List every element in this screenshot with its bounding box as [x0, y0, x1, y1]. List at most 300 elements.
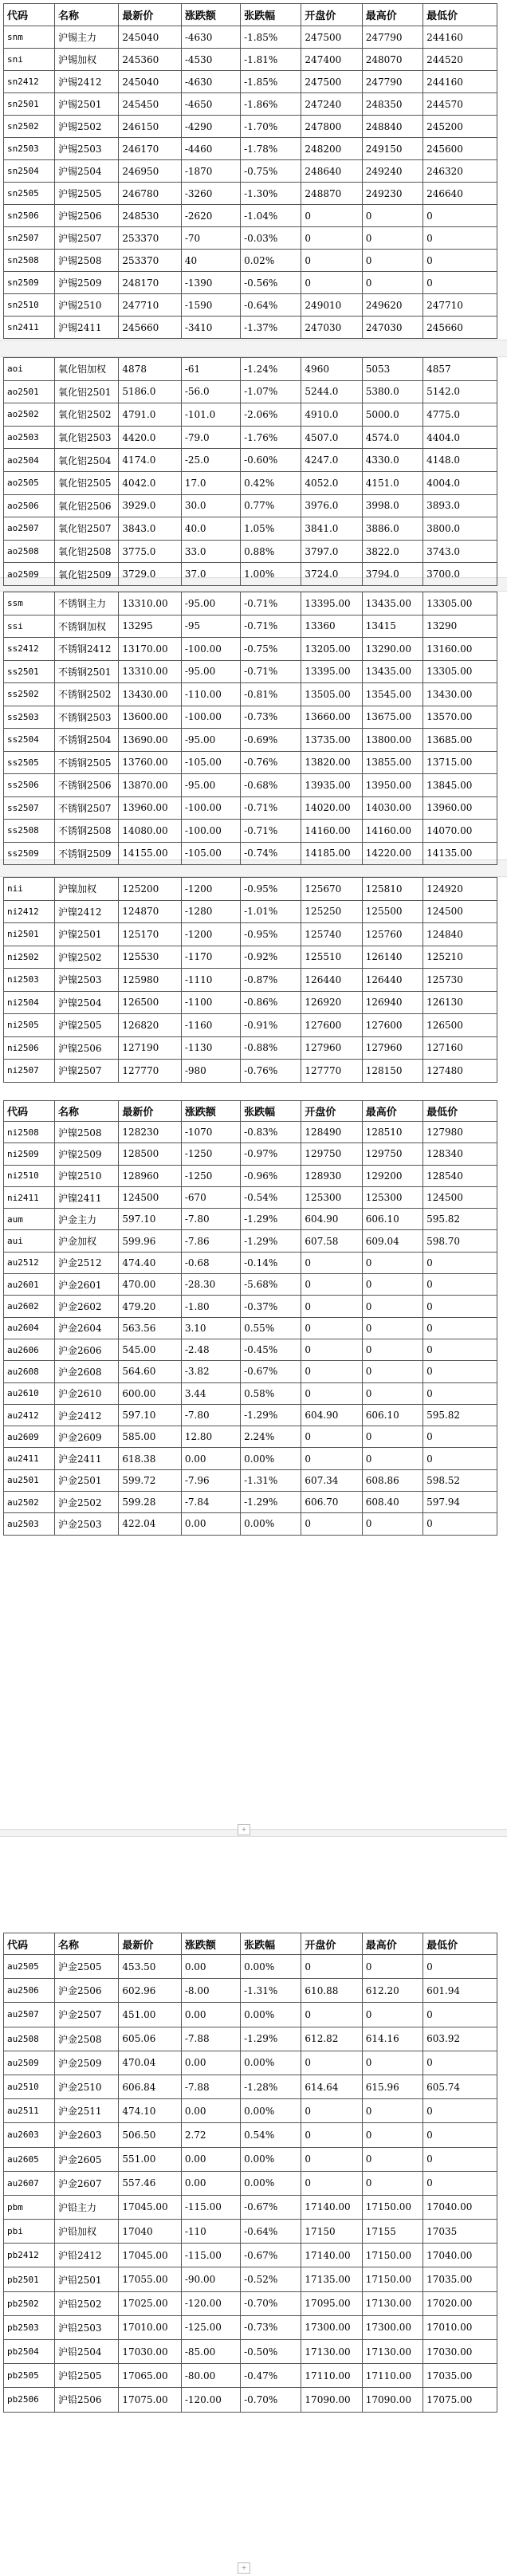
value-cell: 248350 — [362, 93, 422, 116]
value-cell: 126820 — [119, 1014, 181, 1037]
value-cell: 248070 — [362, 49, 422, 71]
table-row — [4, 729, 497, 752]
contract-code-cell: au2506 — [4, 1979, 55, 2003]
value-cell: -85.00 — [181, 2340, 240, 2364]
value-cell: 0 — [423, 272, 497, 294]
value-cell: 13295 — [119, 615, 181, 638]
value-cell: 40.0 — [181, 517, 240, 541]
value-cell: 0.00 — [181, 2003, 240, 2027]
value-cell: 479.20 — [119, 1296, 181, 1317]
value-cell: 4004.0 — [423, 471, 497, 494]
value-cell: 0 — [362, 250, 422, 272]
contract-code-cell: au2502 — [4, 1492, 55, 1513]
value-cell: -1.37% — [241, 317, 301, 339]
value-cell: 0 — [423, 1448, 497, 1469]
value-cell: 3794.0 — [362, 563, 422, 586]
value-cell: 563.56 — [119, 1317, 181, 1339]
value-cell: 245660 — [119, 317, 181, 339]
contract-code-cell: au2608 — [4, 1361, 55, 1382]
contract-name-cell: 沪锡2502 — [54, 116, 118, 138]
value-cell: -2.06% — [241, 403, 301, 427]
value-cell: 601.94 — [423, 1979, 497, 2003]
value-cell: 3800.0 — [423, 517, 497, 541]
value-cell: 13935.00 — [301, 774, 362, 797]
value-cell: 0 — [423, 227, 497, 250]
value-cell: 470.00 — [119, 1274, 181, 1296]
contract-code-cell: au2605 — [4, 2147, 55, 2171]
value-cell: 128960 — [119, 1165, 181, 1186]
contract-code-cell: ao2501 — [4, 380, 55, 403]
value-cell: 13570.00 — [423, 706, 497, 729]
value-cell: -1.07% — [241, 380, 301, 403]
value-cell: 13435.00 — [362, 592, 422, 615]
contract-code-cell: snm — [4, 26, 55, 49]
value-cell: 3724.0 — [301, 563, 362, 586]
value-cell: 129200 — [362, 1165, 422, 1186]
value-cell: 124840 — [423, 923, 497, 946]
value-cell: 129750 — [301, 1143, 362, 1165]
value-cell: 247790 — [362, 26, 422, 49]
value-cell: 0 — [301, 2051, 362, 2075]
contract-code-cell: au2606 — [4, 1339, 55, 1360]
contract-code-cell: ni2411 — [4, 1186, 55, 1208]
value-cell: -125.00 — [181, 2315, 240, 2339]
value-cell: 599.72 — [119, 1469, 181, 1491]
value-cell: 128150 — [362, 1060, 422, 1083]
value-cell: -95.00 — [181, 592, 240, 615]
value-cell: -90.00 — [181, 2267, 240, 2291]
value-cell: 128230 — [119, 1122, 181, 1143]
value-cell: 125530 — [119, 946, 181, 969]
contract-code-cell: sn2507 — [4, 227, 55, 250]
contract-name-cell: 沪镍2509 — [54, 1143, 118, 1165]
value-cell: -1.29% — [241, 1492, 301, 1513]
contract-name-cell: 沪金2607 — [54, 2171, 118, 2195]
quote-table — [3, 877, 497, 1083]
value-cell: 0.00 — [181, 1513, 240, 1535]
table-row — [4, 1513, 497, 1535]
value-cell: -1.24% — [241, 358, 301, 381]
value-cell: 0.00 — [181, 2051, 240, 2075]
table-row — [4, 1209, 497, 1230]
value-cell: 0 — [301, 1274, 362, 1296]
value-cell: 124500 — [423, 1186, 497, 1208]
value-cell: -0.71% — [241, 796, 301, 820]
value-cell: 3797.0 — [301, 540, 362, 563]
value-cell: 17130.00 — [362, 2340, 422, 2364]
contract-name-cell: 沪镍2412 — [54, 900, 118, 923]
value-cell: 600.00 — [119, 1382, 181, 1404]
value-cell: -0.64% — [241, 2220, 301, 2244]
value-cell: 247710 — [423, 294, 497, 317]
value-cell: 248840 — [362, 116, 422, 138]
table-row — [4, 93, 497, 116]
value-cell: 602.96 — [119, 1979, 181, 2003]
contract-name-cell: 沪锡加权 — [54, 49, 118, 71]
contract-code-cell: pb2503 — [4, 2315, 55, 2339]
value-cell: 13505.00 — [301, 683, 362, 706]
value-cell: 4151.0 — [362, 471, 422, 494]
value-cell: 127770 — [301, 1060, 362, 1083]
value-cell: 17130.00 — [301, 2340, 362, 2364]
table-row — [4, 449, 497, 472]
value-cell: 606.70 — [301, 1492, 362, 1513]
value-cell: 17090.00 — [301, 2388, 362, 2412]
value-cell: -100.00 — [181, 796, 240, 820]
value-cell: 125510 — [301, 946, 362, 969]
value-cell: 128500 — [119, 1143, 181, 1165]
value-cell: 422.04 — [119, 1513, 181, 1535]
value-cell: 17035 — [423, 2220, 497, 2244]
value-cell: 0 — [423, 2003, 497, 2027]
value-cell: 127960 — [362, 1036, 422, 1060]
value-cell: -1390 — [181, 272, 240, 294]
value-cell: -4530 — [181, 49, 240, 71]
column-header: 开盘价 — [301, 1101, 362, 1122]
value-cell: -1.81% — [241, 49, 301, 71]
table-row — [4, 751, 497, 774]
value-cell: 0 — [423, 2051, 497, 2075]
value-cell: 0 — [423, 1339, 497, 1360]
contract-name-cell: 氧化铝2506 — [54, 494, 118, 517]
column-header: 名称 — [54, 1933, 118, 1955]
table-row — [4, 1274, 497, 1296]
value-cell: 246320 — [423, 160, 497, 183]
contract-code-cell: pb2412 — [4, 2244, 55, 2267]
value-cell: -1250 — [181, 1165, 240, 1186]
value-cell: 127600 — [362, 1014, 422, 1037]
table-row — [4, 317, 497, 339]
contract-name-cell: 沪锡2504 — [54, 160, 118, 183]
value-cell: -1.31% — [241, 1979, 301, 2003]
value-cell: 614.16 — [362, 2027, 422, 2051]
value-cell: -0.67% — [241, 1361, 301, 1382]
value-cell: 0 — [423, 1426, 497, 1448]
value-cell: 451.00 — [119, 2003, 181, 2027]
contract-name-cell: 沪金2608 — [54, 1361, 118, 1382]
value-cell: 13205.00 — [301, 638, 362, 661]
value-cell: -4460 — [181, 138, 240, 160]
value-cell: 0 — [362, 1382, 422, 1404]
value-cell: -1590 — [181, 294, 240, 317]
table-header-row — [4, 1933, 497, 1955]
value-cell: 17135.00 — [301, 2267, 362, 2291]
table-row — [4, 820, 497, 843]
value-cell: -115.00 — [181, 2244, 240, 2267]
value-cell: 3700.0 — [423, 563, 497, 586]
contract-code-cell: ss2507 — [4, 796, 55, 820]
value-cell: 1.05% — [241, 517, 301, 541]
value-cell: 0 — [362, 2003, 422, 2027]
contract-name-cell: 沪锡2508 — [54, 250, 118, 272]
table-row — [4, 205, 497, 227]
value-cell: -0.67% — [241, 2244, 301, 2267]
contract-name-cell: 沪金2609 — [54, 1426, 118, 1448]
value-cell: 5142.0 — [423, 380, 497, 403]
value-cell: 3841.0 — [301, 517, 362, 541]
contract-name-cell: 氧化铝2505 — [54, 471, 118, 494]
quote-table — [3, 1933, 497, 2413]
value-cell: 13430.00 — [119, 683, 181, 706]
contract-code-cell: ao2508 — [4, 540, 55, 563]
value-cell: 249150 — [362, 138, 422, 160]
value-cell: 0.42% — [241, 471, 301, 494]
value-cell: 0.02% — [241, 250, 301, 272]
value-cell: 253370 — [119, 227, 181, 250]
contract-code-cell: aui — [4, 1230, 55, 1252]
value-cell: 599.96 — [119, 1230, 181, 1252]
value-cell: -0.50% — [241, 2340, 301, 2364]
quote-table — [3, 592, 497, 865]
contract-name-cell: 沪锡2503 — [54, 138, 118, 160]
value-cell: 0.00% — [241, 1513, 301, 1535]
value-cell: 17045.00 — [119, 2195, 181, 2219]
value-cell: 612.20 — [362, 1979, 422, 2003]
value-cell: -0.56% — [241, 272, 301, 294]
value-cell: 0.00% — [241, 2171, 301, 2195]
contract-code-cell: pb2501 — [4, 2267, 55, 2291]
value-cell: -980 — [181, 1060, 240, 1083]
value-cell: 585.00 — [119, 1426, 181, 1448]
value-cell: 17040.00 — [423, 2244, 497, 2267]
contract-name-cell: 沪金2610 — [54, 1382, 118, 1404]
value-cell: -95.00 — [181, 774, 240, 797]
value-cell: -1.70% — [241, 116, 301, 138]
value-cell: 0 — [301, 250, 362, 272]
table-row — [4, 1122, 497, 1143]
contract-name-cell: 沪金2502 — [54, 1492, 118, 1513]
value-cell: 13870.00 — [119, 774, 181, 797]
value-cell: 14020.00 — [301, 796, 362, 820]
value-cell: 128510 — [362, 1122, 422, 1143]
value-cell: -79.0 — [181, 426, 240, 449]
column-header: 张跌幅 — [241, 1101, 301, 1122]
value-cell: -7.88 — [181, 2075, 240, 2098]
value-cell: -0.52% — [241, 2267, 301, 2291]
table-row — [4, 71, 497, 93]
value-cell: 249010 — [301, 294, 362, 317]
value-cell: 13395.00 — [301, 660, 362, 683]
value-cell: 4910.0 — [301, 403, 362, 427]
value-cell: 0 — [423, 1252, 497, 1273]
value-cell: 13660.00 — [301, 706, 362, 729]
table-row — [4, 683, 497, 706]
value-cell: 0.55% — [241, 1317, 301, 1339]
value-cell: 551.00 — [119, 2147, 181, 2171]
value-cell: -0.95% — [241, 923, 301, 946]
value-cell: 0 — [362, 1361, 422, 1382]
value-cell: -105.00 — [181, 842, 240, 865]
value-cell: 4420.0 — [119, 426, 181, 449]
contract-name-cell: 不锈钢2501 — [54, 660, 118, 683]
contract-code-cell: ss2412 — [4, 638, 55, 661]
contract-code-cell: pb2506 — [4, 2388, 55, 2412]
value-cell: 0 — [423, 205, 497, 227]
contract-code-cell: au2604 — [4, 1317, 55, 1339]
value-cell: -1.01% — [241, 900, 301, 923]
contract-code-cell: ss2508 — [4, 820, 55, 843]
value-cell: 0.00 — [181, 1448, 240, 1469]
value-cell: 245450 — [119, 93, 181, 116]
value-cell: -0.74% — [241, 842, 301, 865]
value-cell: 127960 — [301, 1036, 362, 1060]
value-cell: 13845.00 — [423, 774, 497, 797]
contract-name-cell: 沪金2505 — [54, 1955, 118, 1979]
value-cell: 128490 — [301, 1122, 362, 1143]
contract-name-cell: 沪镍2507 — [54, 1060, 118, 1083]
contract-code-cell: ss2504 — [4, 729, 55, 752]
value-cell: 244160 — [423, 71, 497, 93]
value-cell: 247710 — [119, 294, 181, 317]
value-cell: 4878 — [119, 358, 181, 381]
contract-name-cell: 沪锡2507 — [54, 227, 118, 250]
page-gap — [0, 340, 507, 357]
table-row — [4, 1186, 497, 1208]
contract-code-cell: pb2504 — [4, 2340, 55, 2364]
value-cell: 0 — [362, 2147, 422, 2171]
value-cell: 247400 — [301, 49, 362, 71]
value-cell: 598.70 — [423, 1230, 497, 1252]
value-cell: -0.75% — [241, 638, 301, 661]
value-cell: -1160 — [181, 1014, 240, 1037]
value-cell: -0.71% — [241, 615, 301, 638]
contract-code-cell: sn2503 — [4, 138, 55, 160]
value-cell: 13600.00 — [119, 706, 181, 729]
table-row — [4, 1469, 497, 1491]
value-cell: 244520 — [423, 49, 497, 71]
table-row — [4, 2267, 497, 2291]
value-cell: 4247.0 — [301, 449, 362, 472]
value-cell: 3893.0 — [423, 494, 497, 517]
table-row — [4, 2195, 497, 2219]
value-cell: 5244.0 — [301, 380, 362, 403]
value-cell: 599.28 — [119, 1492, 181, 1513]
value-cell: -0.73% — [241, 2315, 301, 2339]
value-cell: 0 — [362, 205, 422, 227]
table-row — [4, 2220, 497, 2244]
value-cell: -1130 — [181, 1036, 240, 1060]
value-cell: 244160 — [423, 26, 497, 49]
value-cell: 0 — [301, 1426, 362, 1448]
value-cell: 17075.00 — [119, 2388, 181, 2412]
value-cell: 4148.0 — [423, 449, 497, 472]
value-cell: 245600 — [423, 138, 497, 160]
contract-code-cell: ss2501 — [4, 660, 55, 683]
contract-name-cell: 沪铅2501 — [54, 2267, 118, 2291]
value-cell: 248170 — [119, 272, 181, 294]
value-cell: 0 — [301, 1296, 362, 1317]
value-cell: 17140.00 — [301, 2244, 362, 2267]
value-cell: 13960.00 — [423, 796, 497, 820]
value-cell: 13170.00 — [119, 638, 181, 661]
contract-name-cell: 沪金2501 — [54, 1469, 118, 1491]
table-row — [4, 2291, 497, 2315]
contract-name-cell: 不锈钢2504 — [54, 729, 118, 752]
value-cell: -0.68% — [241, 774, 301, 797]
column-header: 代码 — [4, 1101, 55, 1122]
value-cell: 13415 — [362, 615, 422, 638]
column-header: 最低价 — [423, 1933, 497, 1955]
value-cell: 0 — [362, 2123, 422, 2147]
value-cell: 0 — [423, 250, 497, 272]
value-cell: 124500 — [423, 900, 497, 923]
value-cell: 4330.0 — [362, 449, 422, 472]
contract-name-cell: 沪金主力 — [54, 1209, 118, 1230]
value-cell: 0.00% — [241, 2099, 301, 2123]
value-cell: -0.91% — [241, 1014, 301, 1037]
value-cell: 0.00 — [181, 2171, 240, 2195]
value-cell: 245040 — [119, 26, 181, 49]
value-cell: 0 — [362, 1317, 422, 1339]
value-cell: 17025.00 — [119, 2291, 181, 2315]
value-cell: 40 — [181, 250, 240, 272]
table-row — [4, 1339, 497, 1360]
contract-name-cell: 沪金2604 — [54, 1317, 118, 1339]
table-row — [4, 160, 497, 183]
value-cell: 125250 — [301, 900, 362, 923]
value-cell: 125810 — [362, 878, 422, 901]
value-cell: 13855.00 — [362, 751, 422, 774]
value-cell: 17045.00 — [119, 2244, 181, 2267]
contract-name-cell: 沪镍2411 — [54, 1186, 118, 1208]
contract-code-cell: ni2507 — [4, 1060, 55, 1083]
contract-name-cell: 不锈钢2412 — [54, 638, 118, 661]
value-cell: -0.88% — [241, 1036, 301, 1060]
value-cell: -1.29% — [241, 2027, 301, 2051]
value-cell: 248530 — [119, 205, 181, 227]
contract-name-cell: 沪铅2502 — [54, 2291, 118, 2315]
contract-name-cell: 沪铅2503 — [54, 2315, 118, 2339]
value-cell: 0 — [423, 1513, 497, 1535]
value-cell: 0.00% — [241, 2147, 301, 2171]
value-cell: 13305.00 — [423, 592, 497, 615]
table-header-row — [4, 1101, 497, 1122]
contract-name-cell: 沪锡2501 — [54, 93, 118, 116]
value-cell: -1.30% — [241, 183, 301, 205]
table-row — [4, 1955, 497, 1979]
contract-code-cell: au2501 — [4, 1469, 55, 1491]
contract-code-cell: ao2504 — [4, 449, 55, 472]
table-row — [4, 2123, 497, 2147]
value-cell: 125170 — [119, 923, 181, 946]
value-cell: -4630 — [181, 26, 240, 49]
value-cell: 13820.00 — [301, 751, 362, 774]
table-row — [4, 1448, 497, 1469]
value-cell: 125200 — [119, 878, 181, 901]
contract-name-cell: 不锈钢2508 — [54, 820, 118, 843]
value-cell: 244570 — [423, 93, 497, 116]
value-cell: -0.60% — [241, 449, 301, 472]
value-cell: 248200 — [301, 138, 362, 160]
value-cell: -100.00 — [181, 820, 240, 843]
value-cell: 17095.00 — [301, 2291, 362, 2315]
value-cell: -1.31% — [241, 1469, 301, 1491]
column-header: 最高价 — [362, 1933, 422, 1955]
value-cell: 126140 — [362, 946, 422, 969]
table-row — [4, 1382, 497, 1404]
contract-name-cell: 沪金2411 — [54, 1448, 118, 1469]
contract-name-cell: 沪镍2508 — [54, 1122, 118, 1143]
column-header: 名称 — [54, 1101, 118, 1122]
value-cell: 13435.00 — [362, 660, 422, 683]
value-cell: 247800 — [301, 116, 362, 138]
value-cell: 0.54% — [241, 2123, 301, 2147]
value-cell: 0.88% — [241, 540, 301, 563]
value-cell: 610.88 — [301, 1979, 362, 2003]
value-cell: 13690.00 — [119, 729, 181, 752]
contract-name-cell: 沪锡2411 — [54, 317, 118, 339]
value-cell: 127160 — [423, 1036, 497, 1060]
